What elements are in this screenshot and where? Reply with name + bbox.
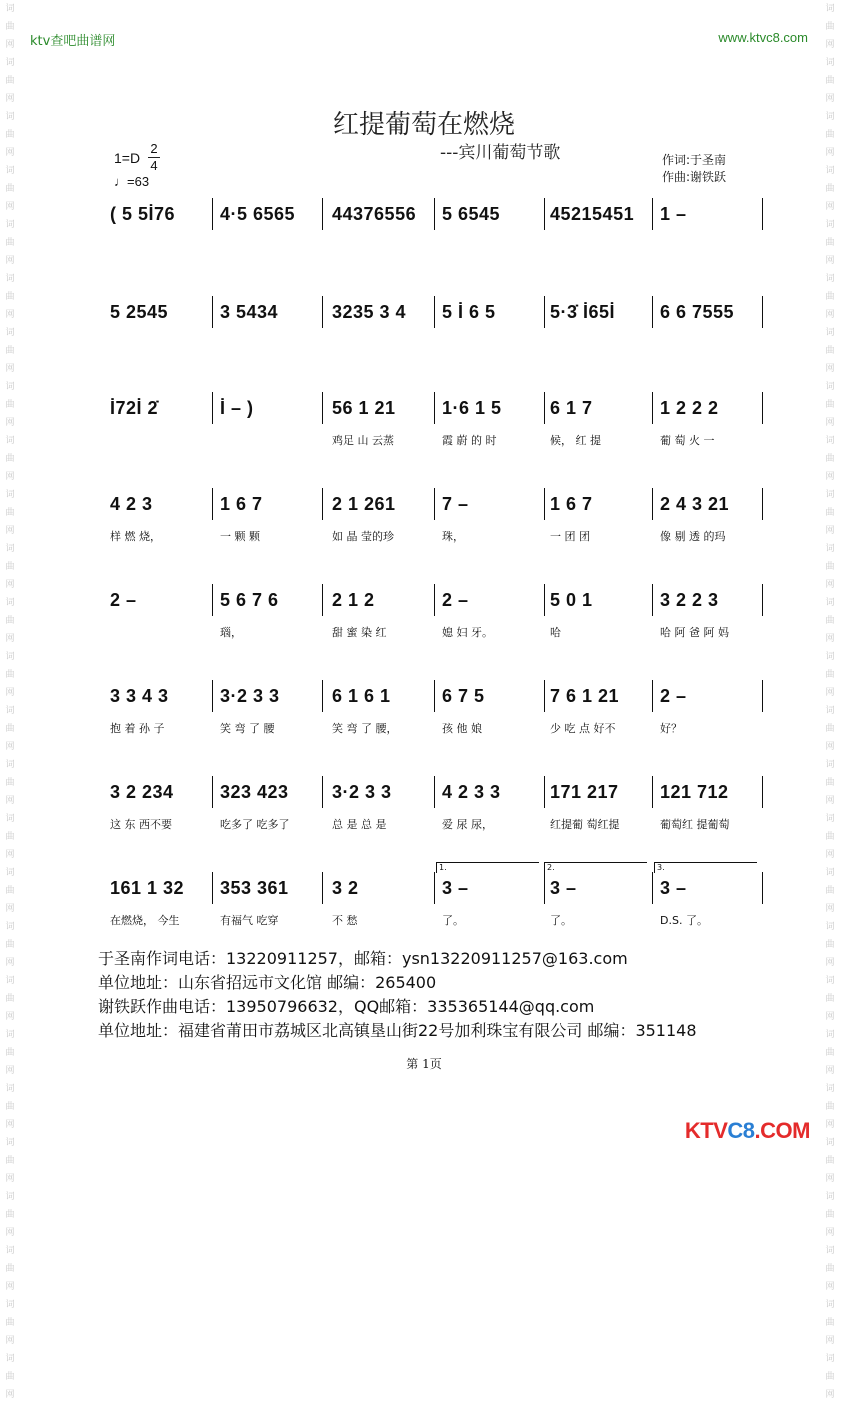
score-row xyxy=(104,392,768,462)
notes-line xyxy=(104,392,768,424)
lyric-segment: 吃多了 吃多了 xyxy=(220,818,290,831)
tempo-marking xyxy=(114,174,149,189)
measure: 5 2545 xyxy=(110,302,169,322)
measure: 3 – xyxy=(550,878,577,898)
measure: İ – ) xyxy=(220,398,254,418)
barline xyxy=(322,680,323,712)
measure: 3 2 xyxy=(332,878,359,898)
lyric-segment: 孩 他 娘 xyxy=(442,722,482,735)
barline xyxy=(212,584,213,616)
lyric-segment: 样 燃 烧， xyxy=(110,530,161,543)
site-logo xyxy=(685,1118,810,1144)
measure: 1 6 7 xyxy=(220,494,263,514)
lyric-segment: 媳 妇 牙。 xyxy=(442,626,493,639)
lyric-segment: 好？ xyxy=(660,722,682,735)
score-row xyxy=(104,584,768,654)
barline xyxy=(762,680,763,712)
composer-credit: 作曲:谢铁跃 xyxy=(662,170,727,184)
lyric-segment: 如 晶 莹的珍 xyxy=(332,530,394,543)
measure: 6 1 7 xyxy=(550,398,593,418)
song-title: 红提葡萄在燃烧 xyxy=(332,110,515,140)
measure: 4 2 3 3 xyxy=(442,782,501,802)
lyric-segment: 一 团 团 xyxy=(550,530,590,543)
barline xyxy=(544,776,545,808)
barline xyxy=(212,296,213,328)
barline xyxy=(212,872,213,904)
barline xyxy=(544,488,545,520)
key-signature xyxy=(114,141,158,173)
time-denominator: 4 xyxy=(148,157,160,174)
volta-bracket: 2. xyxy=(544,862,647,873)
lyric-segment: D.S. 了。 xyxy=(660,914,708,927)
measure: 3 2 2 3 xyxy=(660,590,719,610)
measure: 1 2 2 2 xyxy=(660,398,719,418)
lyric-segment: 爱 尿 尿， xyxy=(442,818,493,831)
lyricist-credit: 作词:于圣南 xyxy=(662,153,727,167)
lyric-segment: 总 是 总 是 xyxy=(332,818,387,831)
barline xyxy=(322,872,323,904)
measure: 2 – xyxy=(660,686,687,706)
barline xyxy=(544,872,545,904)
measure: 5·3̇ İ65İ xyxy=(550,302,616,322)
measure: 44376556 xyxy=(332,204,417,224)
lyric-segment: 哈 xyxy=(550,626,561,639)
measure: 5 İ 6 5 xyxy=(442,302,496,322)
song-credits xyxy=(662,152,726,186)
barline xyxy=(212,392,213,424)
contact-info xyxy=(98,947,697,1043)
contact-line-2: 单位地址：山东省招远市文化馆 邮编：265400 xyxy=(98,973,437,992)
lyric-segment: 笑 弯 了 腰， xyxy=(332,722,398,735)
measure: 2 1 261 xyxy=(332,494,396,514)
barline xyxy=(322,488,323,520)
measure: 6 7 5 xyxy=(442,686,485,706)
measure: 4·5 6565 xyxy=(220,204,296,224)
score-row xyxy=(104,198,768,268)
side-watermark-left: 词曲网词曲网词曲网词曲网词曲网词曲网词曲网词曲网词曲网词曲网词曲网词曲网词曲网词曲网词曲网词曲网词曲网词曲网词曲网词曲网词曲网词曲网词曲网词曲网词曲网词曲网 xyxy=(5,4,15,1400)
barline xyxy=(434,488,435,520)
measure: 1 – xyxy=(660,204,687,224)
time-numerator: 2 xyxy=(150,141,158,156)
volta-bracket: 3. xyxy=(654,862,757,873)
barline xyxy=(434,198,435,230)
barline xyxy=(322,198,323,230)
lyric-segment: 葡 萄 火 一 xyxy=(660,434,715,447)
barline xyxy=(762,872,763,904)
notes-line xyxy=(104,584,768,616)
lyric-segment: 一 颗 颗 xyxy=(220,530,260,543)
volta-bracket: 1. xyxy=(436,862,539,873)
barline xyxy=(322,392,323,424)
barline xyxy=(652,776,653,808)
contact-line-3: 谢铁跃作曲电话：13950796632，QQ邮箱：335365144@qq.com xyxy=(98,997,595,1016)
notes-line xyxy=(104,296,768,328)
site-url-right: www.ktvc8.com xyxy=(718,30,808,45)
lyric-segment: 红提葡 萄红提 xyxy=(550,818,620,831)
lyric-segment: 抱 着 孙 子 xyxy=(110,722,165,735)
time-signature xyxy=(148,141,160,174)
quarter-note-icon: ♩ xyxy=(114,174,127,189)
measure: 2 1 2 xyxy=(332,590,375,610)
contact-line-1: 于圣南作词电话：13220911257，邮箱：ysn13220911257@163.com xyxy=(98,949,628,968)
measure: 2 4 3 21 xyxy=(660,494,730,514)
song-subtitle: ---宾川葡萄节歌 xyxy=(440,143,561,163)
measure: 3 – xyxy=(660,878,687,898)
measure: 3·2 3 3 xyxy=(332,782,392,802)
lyric-segment: 哈 阿 爸 阿 妈 xyxy=(660,626,729,639)
barline xyxy=(212,488,213,520)
logo-ktv: KTV xyxy=(684,1118,728,1143)
barline xyxy=(652,198,653,230)
barline xyxy=(322,776,323,808)
measure: 3·2 3 3 xyxy=(220,686,280,706)
measure: 171 217 xyxy=(550,782,619,802)
barline xyxy=(652,392,653,424)
lyric-segment: 了。 xyxy=(442,914,464,927)
measure: 45215451 xyxy=(550,204,635,224)
lyric-segment: 鸡足 山 云蒸 xyxy=(332,434,394,447)
barline xyxy=(212,680,213,712)
lyric-segment: 笑 弯 了 腰 xyxy=(220,722,275,735)
barline xyxy=(762,296,763,328)
notes-line xyxy=(104,872,768,904)
lyric-segment: 了。 xyxy=(550,914,572,927)
barline xyxy=(652,296,653,328)
measure: 5 6545 xyxy=(442,204,501,224)
barline xyxy=(544,296,545,328)
measure: 6 1 6 1 xyxy=(332,686,391,706)
barline xyxy=(322,296,323,328)
notes-line xyxy=(104,776,768,808)
barline xyxy=(762,488,763,520)
measure: 4 2 3 xyxy=(110,494,153,514)
lyric-segment: 不 愁 xyxy=(332,914,358,927)
barline xyxy=(434,584,435,616)
barline xyxy=(544,584,545,616)
measure: 2 – xyxy=(110,590,137,610)
barline xyxy=(434,296,435,328)
barline xyxy=(544,198,545,230)
barline xyxy=(544,392,545,424)
measure: 2 – xyxy=(442,590,469,610)
measure: 1·6 1 5 xyxy=(442,398,502,418)
barline xyxy=(652,584,653,616)
measure: İ72İ 2̇ xyxy=(110,398,159,418)
barline xyxy=(762,776,763,808)
score-row xyxy=(104,296,768,366)
score-row xyxy=(104,863,768,942)
measure: 3 5434 xyxy=(220,302,279,322)
score-row xyxy=(104,776,768,846)
barline xyxy=(762,584,763,616)
measure: 7 6 1 21 xyxy=(550,686,620,706)
measure: 56 1 21 xyxy=(332,398,396,418)
site-name-left: ktv查吧曲谱网 xyxy=(30,34,116,49)
barline xyxy=(762,392,763,424)
measure: 1 6 7 xyxy=(550,494,593,514)
page-number: 第 1页 xyxy=(406,1057,442,1071)
barline xyxy=(434,776,435,808)
measure: 161 1 32 xyxy=(110,878,185,898)
score-row xyxy=(104,488,768,558)
barline xyxy=(434,872,435,904)
barline xyxy=(434,392,435,424)
notes-line xyxy=(104,198,768,230)
measure: 5 6 7 6 xyxy=(220,590,279,610)
measure: 3 2 234 xyxy=(110,782,174,802)
barline xyxy=(212,776,213,808)
lyric-segment: 霞 蔚 的 时 xyxy=(442,434,497,447)
lyric-segment: 葡萄红 提葡萄 xyxy=(660,818,730,831)
measure: 323 423 xyxy=(220,782,289,802)
key-label: 1=D xyxy=(114,150,141,166)
barline xyxy=(212,198,213,230)
measure: 3235 3 4 xyxy=(332,302,407,322)
measure: ( 5 5İ76 xyxy=(110,204,176,224)
lyric-segment: 有福气 吃穿 xyxy=(220,914,279,927)
measure: 6 6 7555 xyxy=(660,302,735,322)
tempo-value: =63 xyxy=(127,174,150,189)
barline xyxy=(652,872,653,904)
logo-c8: C8 xyxy=(727,1118,755,1143)
measure: 3 3 4 3 xyxy=(110,686,169,706)
barline xyxy=(434,680,435,712)
measure: 353 361 xyxy=(220,878,289,898)
lyric-segment: 珠， xyxy=(442,530,464,543)
lyric-segment: 瑙， xyxy=(220,626,242,639)
barline xyxy=(652,488,653,520)
lyric-segment: 在燃烧， 今生 xyxy=(110,914,180,927)
lyric-segment: 像 剔 透 的玛 xyxy=(660,530,726,543)
lyric-segment: 这 东 西不要 xyxy=(110,818,172,831)
lyric-segment: 少 吃 点 好不 xyxy=(550,722,616,735)
barline xyxy=(322,584,323,616)
score-row xyxy=(104,680,768,750)
measure: 5 0 1 xyxy=(550,590,593,610)
notes-line xyxy=(104,488,768,520)
measure: 7 – xyxy=(442,494,469,514)
measure: 121 712 xyxy=(660,782,729,802)
contact-line-4: 单位地址：福建省莆田市荔城区北高镇垦山街22号加利珠宝有限公司 邮编：351148 xyxy=(98,1021,697,1040)
lyric-segment: 甜 蜜 染 红 xyxy=(332,626,387,639)
barline xyxy=(762,198,763,230)
logo-com: .COM xyxy=(754,1118,810,1143)
barline xyxy=(544,680,545,712)
barline xyxy=(652,680,653,712)
side-watermark-right: 词曲网词曲网词曲网词曲网词曲网词曲网词曲网词曲网词曲网词曲网词曲网词曲网词曲网词曲网词曲网词曲网词曲网词曲网词曲网词曲网词曲网词曲网词曲网词曲网词曲网词曲网 xyxy=(825,4,835,1400)
lyric-segment: 候， 红 提 xyxy=(550,434,601,447)
notes-line xyxy=(104,680,768,712)
measure: 3 – xyxy=(442,878,469,898)
